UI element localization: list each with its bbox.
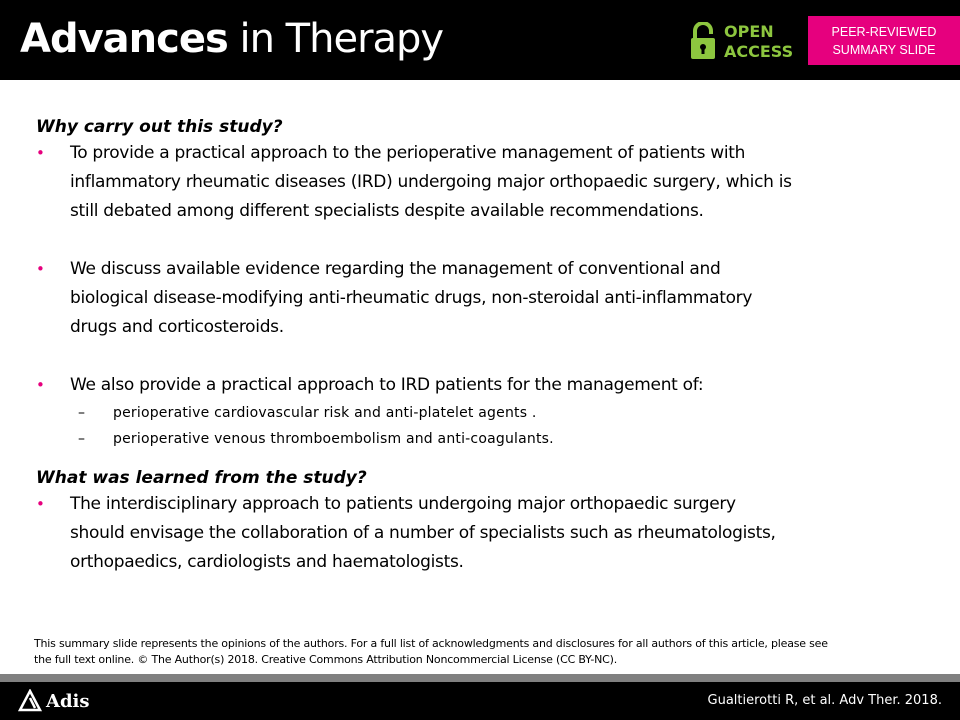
footer-divider	[0, 674, 960, 682]
journal-title	[20, 9, 443, 69]
spacer	[36, 452, 936, 466]
publisher-name: Adis	[46, 691, 90, 712]
footnote-line: This summary slide represents the opinions of the authors. For a full list of acknowledgments and disclosures for all authors of this article, please see	[34, 637, 828, 650]
footnote-line: the full text online. © The Author(s) 2018. Creative Commons Attribution Noncommercial License (CC BY-NC).	[34, 653, 618, 666]
sub-bullet-item	[36, 426, 936, 452]
sub-bullet-dash: –	[78, 431, 86, 447]
bullet-item	[36, 490, 936, 577]
unlocked-padlock-icon	[690, 22, 716, 60]
bullet-line: still debated among different specialists despite available recommendations.	[70, 201, 704, 221]
section-heading-learned: What was learned from the study?	[36, 468, 367, 488]
disclaimer-footnote	[34, 636, 934, 668]
bullet-item	[36, 255, 936, 342]
sub-bullet-text: perioperative venous thromboembolism and anti-coagulants.	[113, 431, 554, 447]
citation-text: Gualtierotti R, et al. Adv Ther. 2018.	[707, 693, 942, 708]
bullet-line: biological disease-modifying anti-rheumatic drugs, non-steroidal anti-inflammatory	[70, 288, 753, 308]
bullet-line: should envisage the collaboration of a number of specialists such as rheumatologists,	[70, 523, 776, 543]
footer-bar	[0, 682, 960, 720]
sub-bullet-item	[36, 400, 936, 426]
sub-bullet-text: perioperative cardiovascular risk and anti-platelet agents .	[113, 405, 537, 421]
adis-triangle-icon	[18, 689, 42, 713]
bullet-line: inflammatory rheumatic diseases (IRD) undergoing major orthopaedic surgery, which is	[70, 172, 792, 192]
header-bar	[0, 0, 960, 80]
bullet-line: To provide a practical approach to the perioperative management of patients with	[70, 143, 746, 163]
bullet-item	[36, 139, 936, 226]
bullet-dot: •	[36, 260, 45, 278]
peer-reviewed-line-1: PEER-REVIEWED	[831, 25, 937, 39]
section-heading-why: Why carry out this study?	[36, 117, 283, 137]
spacer	[36, 226, 936, 255]
bullet-dot: •	[36, 495, 45, 513]
peer-reviewed-line-2: SUMMARY SLIDE	[832, 43, 936, 57]
slide-content	[36, 115, 936, 577]
peer-reviewed-badge	[808, 16, 960, 65]
bullet-line: The interdisciplinary approach to patients undergoing major orthopaedic surgery	[70, 494, 736, 514]
bullet-line: We also provide a practical approach to IRD patients for the management of:	[70, 375, 704, 395]
open-access-line-2: ACCESS	[724, 42, 794, 61]
journal-title-light: in Therapy	[227, 16, 444, 62]
bullet-line: drugs and corticosteroids.	[70, 317, 284, 337]
open-access-label	[724, 22, 804, 62]
spacer	[36, 342, 936, 371]
bullet-dot: •	[36, 144, 45, 162]
bullet-item	[36, 371, 936, 400]
bullet-line: orthopaedics, cardiologists and haematologists.	[70, 552, 464, 572]
journal-title-bold: Advances	[20, 16, 228, 62]
bullet-dot: •	[36, 376, 45, 394]
sub-bullet-dash: –	[78, 405, 86, 421]
bullet-line: We discuss available evidence regarding the management of conventional and	[70, 259, 721, 279]
open-access-line-1: OPEN	[724, 22, 774, 41]
